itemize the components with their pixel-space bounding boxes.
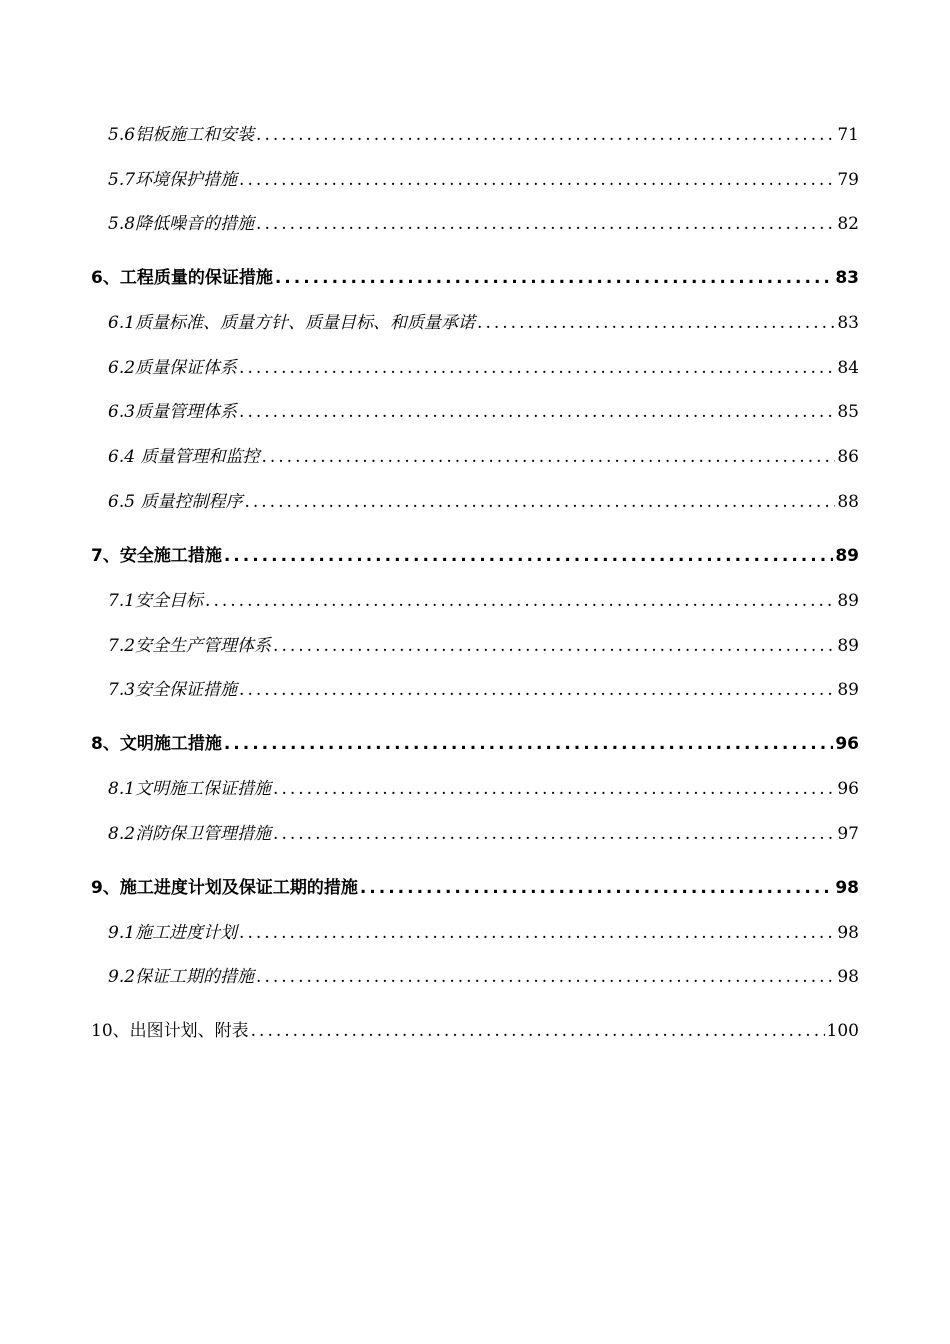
toc-entry-page: 83 xyxy=(835,268,859,288)
toc-entry[interactable] xyxy=(91,1018,859,1044)
toc-entry[interactable] xyxy=(108,489,859,515)
toc-entry-title: 6.2质量保证体系 xyxy=(108,358,238,378)
toc-entry-page: 84 xyxy=(837,358,859,378)
toc-entry-page: 85 xyxy=(837,402,859,422)
toc-entry-title: 5.6铝板施工和安装 xyxy=(108,125,255,145)
toc-entry-page: 89 xyxy=(835,546,859,566)
toc-entry-title: 6.4 质量管理和监控 xyxy=(108,447,260,467)
toc-entry[interactable] xyxy=(108,776,859,802)
toc-dot-leader xyxy=(239,399,835,425)
toc-dot-leader xyxy=(256,211,835,237)
toc-entry-title: 8、文明施工措施 xyxy=(91,734,222,754)
toc-dot-leader xyxy=(224,543,833,569)
toc-dot-leader xyxy=(275,265,833,291)
toc-entry-page: 88 xyxy=(837,492,859,512)
toc-entry-title: 8.1文明施工保证措施 xyxy=(108,779,272,799)
toc-entry-page: 86 xyxy=(837,447,859,467)
toc-entry[interactable] xyxy=(108,355,859,381)
toc-entry[interactable] xyxy=(91,731,859,757)
toc-entry-page: 89 xyxy=(837,680,859,700)
toc-dot-leader xyxy=(239,355,835,381)
toc-entry[interactable] xyxy=(108,964,859,990)
toc-entry-page: 82 xyxy=(837,214,859,234)
toc-entry[interactable] xyxy=(108,821,859,847)
toc-dot-leader xyxy=(239,167,835,193)
toc-entry[interactable] xyxy=(108,444,859,470)
toc-dot-leader xyxy=(239,677,835,703)
toc-dot-leader xyxy=(261,444,835,470)
toc-entry[interactable] xyxy=(108,677,859,703)
toc-dot-leader xyxy=(273,776,835,802)
toc-entry-title: 7.1安全目标 xyxy=(108,591,204,611)
toc-entry[interactable] xyxy=(108,211,859,237)
toc-entry-title: 7.2安全生产管理体系 xyxy=(108,636,272,656)
toc-dot-leader xyxy=(273,633,835,659)
toc-entry-page: 96 xyxy=(837,779,859,799)
toc-entry-page: 98 xyxy=(837,967,859,987)
toc-dot-leader xyxy=(256,964,835,990)
toc-entry-page: 89 xyxy=(837,591,859,611)
toc-entry-title: 5.7环境保护措施 xyxy=(108,170,238,190)
toc-entry[interactable] xyxy=(108,633,859,659)
toc-entry-page: 96 xyxy=(835,734,859,754)
toc-entry[interactable] xyxy=(91,265,859,291)
toc-entry[interactable] xyxy=(108,588,859,614)
toc-entry-title: 7、安全施工措施 xyxy=(91,546,222,566)
toc-dot-leader xyxy=(205,588,835,614)
toc-dot-leader xyxy=(251,1018,825,1044)
toc-entry-title: 9.1施工进度计划 xyxy=(108,923,238,943)
toc-entry-page: 97 xyxy=(837,824,859,844)
toc-dot-leader xyxy=(224,731,833,757)
toc-entry-page: 83 xyxy=(837,313,859,333)
toc-entry-title: 8.2消防保卫管理措施 xyxy=(108,824,272,844)
toc-dot-leader xyxy=(256,122,835,148)
toc-entry-page: 98 xyxy=(837,923,859,943)
toc-entry-title: 9、施工进度计划及保证工期的措施 xyxy=(91,878,358,898)
toc-dot-leader xyxy=(360,875,834,901)
toc-entry-title: 10、出图计划、附表 xyxy=(91,1021,249,1041)
toc-dot-leader xyxy=(239,920,835,946)
toc-entry-page: 100 xyxy=(826,1021,859,1041)
toc-entry[interactable] xyxy=(108,122,859,148)
toc-entry-title: 6.1质量标准、质量方针、质量目标、和质量承诺 xyxy=(108,313,476,333)
toc-entry-title: 5.8降低噪音的措施 xyxy=(108,214,255,234)
toc-entry[interactable] xyxy=(91,543,859,569)
toc-entry-title: 6.5 质量控制程序 xyxy=(108,492,243,512)
toc-entry-page: 79 xyxy=(837,170,859,190)
toc-dot-leader xyxy=(477,310,835,336)
toc-entry[interactable] xyxy=(91,875,859,901)
toc-entry[interactable] xyxy=(108,399,859,425)
toc-entry-page: 71 xyxy=(837,125,859,145)
toc-entry-title: 9.2保证工期的措施 xyxy=(108,967,255,987)
toc-entry-title: 7.3安全保证措施 xyxy=(108,680,238,700)
toc-entry-title: 6、工程质量的保证措施 xyxy=(91,268,273,288)
toc-entry-page: 98 xyxy=(835,878,859,898)
toc-entry-title: 6.3质量管理体系 xyxy=(108,402,238,422)
toc-dot-leader xyxy=(273,821,835,847)
toc-entry[interactable] xyxy=(108,167,859,193)
toc-entry[interactable] xyxy=(108,310,859,336)
toc-dot-leader xyxy=(244,489,835,515)
toc-entry-page: 89 xyxy=(837,636,859,656)
toc-entry[interactable] xyxy=(108,920,859,946)
